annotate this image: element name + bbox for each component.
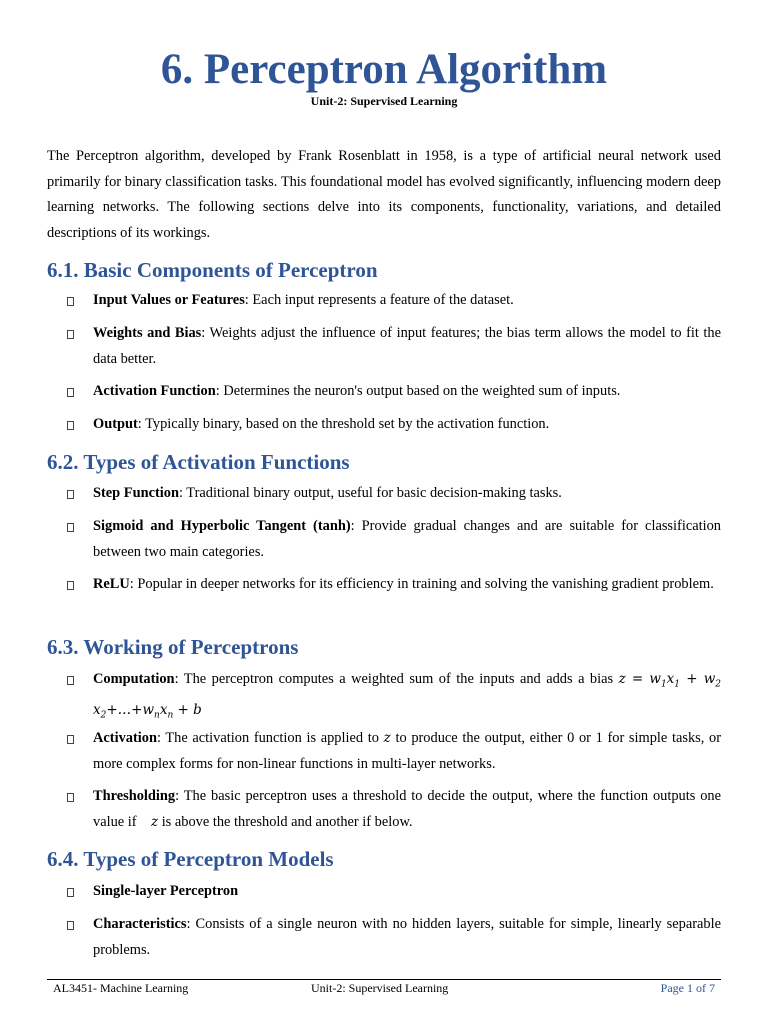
item-term: Characteristics — [93, 916, 187, 932]
item-text: : Consists of a single neuron with no hidden layers, suitable for simple, linearly separable problems. — [93, 916, 721, 958]
bullet-icon — [67, 421, 74, 430]
item-text: : Determines the neuron's output based on the weighted sum of inputs. — [215, 383, 621, 399]
item-term: Activation — [93, 730, 157, 746]
item-text: : Popular in deeper networks for its efficiency in training and solving the vanishing gradient problem. — [129, 576, 714, 592]
section-heading-6-2: 6.2. Types of Activation Functions — [47, 450, 350, 474]
item-text: : Provide gradual changes and are suitable for classification between two main categories. — [93, 518, 721, 560]
item-term: Computation — [93, 671, 175, 687]
intro-paragraph: The Perceptron algorithm, developed by Frank Rosenblatt in 1958, is a type of artificial neural network used primarily for binary classification tasks. This foundational model has evolved significantly, influencing modern deep learning networks. The following sections delve into its components, functionality, variations, and detailed descriptions of its workings. — [47, 148, 721, 241]
bullet-icon — [67, 523, 74, 532]
list-item — [0, 481, 768, 514]
item-term: Input Values or Features — [93, 292, 245, 308]
bullet-icon — [67, 888, 74, 897]
item-text: : Weights adjust the influence of input features; the bias term allows the model to fit the data better. — [93, 325, 721, 367]
bullet-icon — [67, 793, 74, 802]
section-6-1-list — [0, 288, 768, 445]
list-item — [0, 514, 768, 572]
item-text: : Each input represents a feature of the dataset. — [244, 292, 514, 308]
bullet-icon — [67, 490, 74, 499]
section-heading-6-3: 6.3. Working of Perceptrons — [47, 635, 299, 659]
footer-divider — [47, 979, 721, 980]
document-title: 6. Perceptron Algorithm — [160, 46, 608, 93]
item-text: : The activation function is applied to — [156, 730, 379, 746]
bullet-icon — [67, 388, 74, 397]
list-item — [0, 379, 768, 412]
footer-unit: Unit-2: Supervised Learning — [311, 981, 449, 995]
item-term: Sigmoid and Hyperbolic Tangent (tanh) — [93, 518, 351, 534]
item-text: : The basic perceptron uses a threshold to decide the output, where the function outputs one value if — [93, 788, 721, 830]
variable-z: z — [383, 730, 391, 746]
list-item — [0, 879, 768, 912]
document-subtitle: Unit-2: Supervised Learning — [310, 94, 458, 108]
list-item — [0, 726, 768, 784]
item-text: : Traditional binary output, useful for basic decision-making tasks. — [178, 485, 562, 501]
list-item — [0, 784, 768, 842]
list-item — [0, 412, 768, 445]
section-6-4-list — [0, 879, 768, 970]
footer-page-number: Page 1 of 7 — [660, 981, 715, 995]
section-6-3-list — [0, 667, 768, 842]
item-text: : The perceptron computes a weighted sum of the inputs and adds a bias — [174, 671, 614, 687]
item-text: : Typically binary, based on the threshold set by the activation function. — [137, 416, 550, 432]
bullet-icon — [67, 735, 74, 744]
list-item — [0, 288, 768, 321]
bullet-icon — [67, 297, 74, 306]
section-heading-6-4: 6.4. Types of Perceptron Models — [47, 847, 334, 871]
item-term: Single-layer Perceptron — [93, 883, 239, 899]
item-text: is above the threshold and another if below. — [161, 813, 413, 830]
list-item — [0, 321, 768, 379]
variable-z: z — [150, 813, 159, 830]
bullet-icon — [67, 921, 74, 930]
list-item — [0, 572, 768, 630]
item-term: Activation Function — [93, 383, 216, 399]
item-term: ReLU — [93, 576, 130, 592]
item-term: Step Function — [93, 485, 179, 501]
item-term: Output — [93, 416, 138, 432]
bullet-icon — [67, 330, 74, 339]
item-text: to produce the output, either 0 or 1 for simple tasks, or more complex forms for non-linear functions in multi-layer networks. — [93, 730, 722, 772]
bullet-icon — [67, 581, 74, 590]
list-item — [0, 912, 768, 970]
weighted-sum-formula: $z = w_1x_1 + w_2$ $x_2+\dots+w_nx_n + b$ — [93, 671, 721, 721]
section-6-2-list — [0, 481, 768, 630]
list-item — [0, 667, 768, 726]
footer-course: AL3451- Machine Learning — [53, 981, 189, 995]
item-term: Weights and Bias — [93, 325, 202, 341]
section-heading-6-1: 6.1. Basic Components of Perceptron — [47, 258, 378, 282]
item-term: Thresholding — [93, 788, 176, 804]
bullet-icon — [67, 676, 74, 685]
